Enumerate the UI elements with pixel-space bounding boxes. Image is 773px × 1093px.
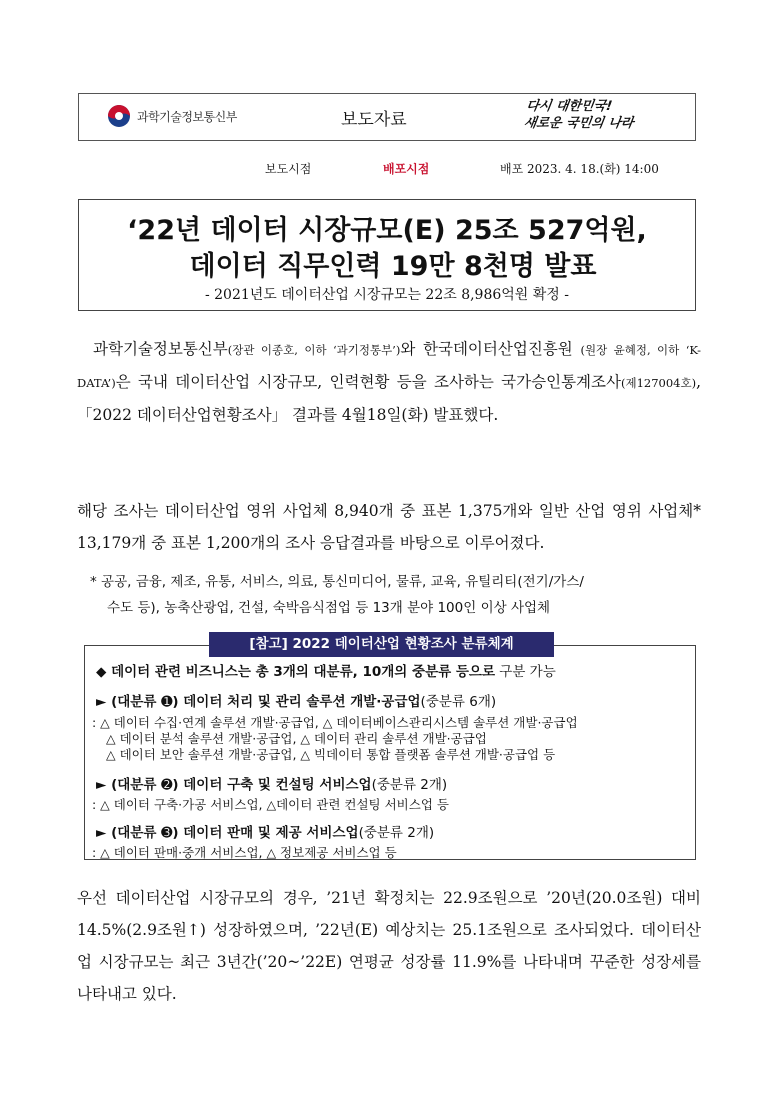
p1-paren-agency: (원장 윤혜정, 이하 ‘K-DATA’) <box>77 343 701 390</box>
category-3-heading <box>96 821 434 841</box>
ministry-logo <box>107 104 237 128</box>
category-1-item-1: : △ 데이터 수집·연계 솔루션 개발·공급업, △ 데이터베이스관리시스템 솔루션 개발·공급업 <box>92 715 578 730</box>
intro-bold: 3개의 대분류, 10개의 중분류 등으로 <box>273 664 495 680</box>
ministry-name: 과학기술정보통신부 <box>137 109 237 124</box>
distribution-info: 배포 2023. 4. 18.(화) 14:00 <box>500 162 659 176</box>
cat2-title: ► (대분류 ➋) 데이터 구축 및 컨설팅 서비스업 <box>96 777 372 793</box>
p1-stat-no: (제127004호) <box>620 376 697 390</box>
category-3-item-1: : △ 데이터 판매·중개 서비스업, △ 정보제공 서비스업 등 <box>92 845 397 860</box>
press-header <box>78 93 696 141</box>
p1-result: , 「2022 데이터산업현황조사」 결과를 4월18일(화) 발표했다. <box>77 373 701 424</box>
category-1-item-3: △ 데이터 보안 솔루션 개발·공급업, △ 빅데이터 통합 플랫폼 솔루션 개발·공급업 등 <box>106 747 556 762</box>
release-time-label: 보도시점 <box>265 162 312 176</box>
paragraph-1 <box>77 333 701 431</box>
paragraph-3: 우선 데이터산업 시장규모의 경우, ’21년 확정치는 22.9조원으로 ’20년(20.0조원) 대비 14.5%(2.9조원↑) 성장하였으며, ’22년(E) 예상치는 25.1조원으로 조사되었다. 데이터산업 시장규모는 최근 3년간(’20~’22E) 연평균 성장률 11.9%를 나타내며 꾸준한 성장세를 나타내고 있다. <box>77 889 701 1003</box>
headline-line1: ‘22년 데이터 시장규모(E) 25조 527억원, <box>127 215 647 246</box>
slogan-line1: 다시 대한민국! <box>525 99 614 114</box>
footnote-line2: 수도 등), 농축산광업, 건설, 숙박음식점업 등 13개 분야 100인 이상 사업체 <box>107 600 551 616</box>
category-1-heading <box>96 690 496 710</box>
p1-survey: 은 국내 데이터산업 시장규모, 인력현황 등을 조사하는 국가승인통계조사 <box>115 373 621 391</box>
category-1-item-2: △ 데이터 분석 솔루션 개발·공급업, △ 데이터 관리 솔루션 개발·공급업 <box>106 731 487 746</box>
doc-type-label: 보도자료 <box>341 110 407 130</box>
p1-paren-ministry: (장관 이종호, 이하 ‘과기정통부’) <box>227 343 401 357</box>
subtitle: - 2021년도 데이터산업 시장규모는 22조 8,986억원 확정 - <box>204 287 570 303</box>
cat1-count: (중분류 6개) <box>420 694 497 710</box>
footnote-line1: * 공공, 금융, 제조, 유통, 서비스, 의료, 통신미디어, 물류, 교육, 유틸리티(전기/가스/ <box>90 574 584 590</box>
cat2-count: (중분류 2개) <box>371 777 448 793</box>
slogan <box>523 98 637 132</box>
cat1-title: ► (대분류 ➊) 데이터 처리 및 관리 솔루션 개발·공급업 <box>96 694 421 710</box>
distribution-time-label: 배포시점 <box>383 162 430 176</box>
footnote <box>90 569 710 621</box>
p1-and-agency: 와 한국데이터산업진흥원 <box>400 340 573 358</box>
cat3-count: (중분류 2개) <box>358 825 435 841</box>
intro-tail: 구분 가능 <box>495 664 556 680</box>
cat3-title: ► (대분류 ➌) 데이터 판매 및 제공 서비스업 <box>96 825 359 841</box>
category-2-heading <box>96 773 447 793</box>
government-emblem-icon <box>107 104 131 128</box>
reference-title: [참고] 2022 데이터산업 현황조사 분류체계 <box>209 632 554 657</box>
p1-ministry: 과학기술정보통신부 <box>93 340 228 358</box>
intro-lead: ◆ 데이터 관련 비즈니스는 총 <box>96 664 274 680</box>
paragraph-2: 해당 조사는 데이터산업 영위 사업체 8,940개 중 표본 1,375개와 일반 산업 영위 사업체* 13,179개 중 표본 1,200개의 조사 응답결과를 바탕으로 이루어졌다. <box>77 502 701 552</box>
slogan-line2: 새로운 국민의 나라 <box>522 116 635 131</box>
reference-intro <box>96 660 556 680</box>
headline-line2: 데이터 직무인력 19만 8천명 발표 <box>189 251 597 282</box>
title-box <box>78 199 696 311</box>
category-2-item-1: : △ 데이터 구축·가공 서비스업, △데이터 관련 컨설팅 서비스업 등 <box>92 797 449 812</box>
